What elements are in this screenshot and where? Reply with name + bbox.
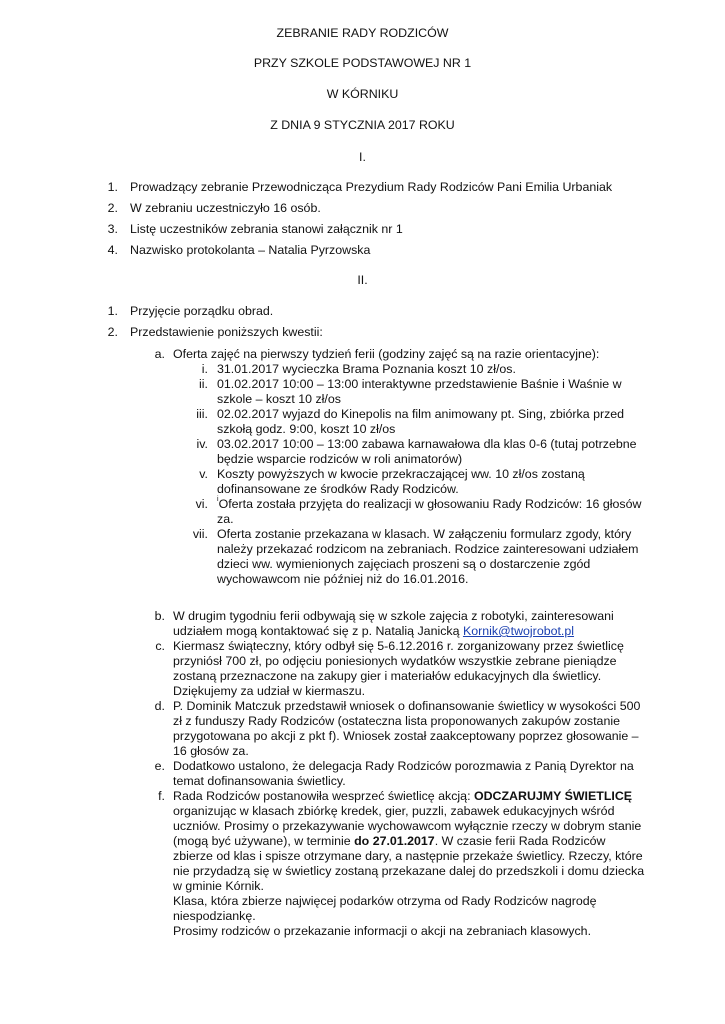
list-item-number: 1. xyxy=(107,180,118,194)
sub-item-number: iii. xyxy=(196,407,208,421)
list-item-text: Listę uczestników zebrania stanowi załącznik nr 1 xyxy=(130,222,403,236)
list-item-text: Prowadzący zebranie Przewodnicząca Prezydium Rady Rodziców Pani Emilia Urbaniak xyxy=(130,180,613,194)
section-2-heading: II. xyxy=(357,273,368,287)
item-c-text: Kiermasz świąteczny, który odbył się 5-6.12.2016 r. zorganizowany przez świetlicę przyniósł 700 zł, po odjęciu poniesionych wydatków wszystkie zebrane pieniądze zostaną przeznaczone na zakupy gier i materiałów edukacyjnych dla świetlicy. Dziękujemy za udział w kiermaszu. xyxy=(173,639,624,698)
sub-item-number: vii. xyxy=(192,527,208,541)
sub-item-number: iv. xyxy=(196,437,208,451)
sub-item-number: vi. xyxy=(195,497,208,511)
list-item-number: 1. xyxy=(107,304,118,318)
sub-item-text: 03.02.2017 10:00 – 13:00 zabawa karnawałowa dla klas 0-6 (tutaj potrzebne będzie wsparcie rodziców w roli animatorów) xyxy=(217,437,637,466)
sub-item-number: v. xyxy=(199,467,208,481)
list-item-text: Przedstawienie poniższych kwestii: xyxy=(130,325,323,339)
item-e-text: Dodatkowo ustalono, że delegacja Rady Rodziców porozmawia z Panią Dyrektor na temat dofinansowania świetlicy. xyxy=(173,759,634,788)
item-d-letter: d. xyxy=(154,699,165,713)
header-school: PRZY SZKOLE PODSTAWOWEJ NR 1 xyxy=(253,56,472,70)
deadline-date: do 27.01.2017 xyxy=(354,834,435,848)
campaign-name: ODCZARUJMY ŚWIETLICĘ xyxy=(473,789,633,803)
list-item-number: 2. xyxy=(107,201,118,215)
sub-item-number: i. xyxy=(201,362,208,376)
list-item-text: Przyjęcie porządku obrad. xyxy=(130,304,274,318)
item-c-letter: c. xyxy=(155,639,165,653)
header-date: Z DNIA 9 STYCZNIA 2017 ROKU xyxy=(270,118,455,132)
sub-item-text: $^i$Oferta została przyjęta do realizacji w głosowaniu Rady Rodziców: 16 głosów za. xyxy=(217,496,642,526)
item-f-letter: f. xyxy=(158,789,165,803)
item-e-letter: e. xyxy=(154,759,165,773)
sub-item-number: ii. xyxy=(199,377,208,391)
sub-item-text: 31.01.2017 wycieczka Brama Poznania koszt 10 zł/os. xyxy=(217,362,516,376)
list-item-number: 4. xyxy=(107,243,118,257)
sub-item-text: 01.02.2017 10:00 – 13:00 interaktywne przedstawienie Baśnie i Waśnie w szkole – koszt 10 zł/os xyxy=(217,377,622,406)
item-b-text: W drugim tygodniu ferii odbywają się w szkole zajęcia z robotyki, zainteresowani udziałem mogą kontaktować się z p. Natalią Janicką Kornik@twojrobot.pl xyxy=(173,609,614,638)
item-a-letter: a. xyxy=(154,347,165,361)
item-f-text: Rada Rodziców postanowiła wesprzeć świetlicę akcją: ODCZARUJMY ŚWIETLICĘ organizując w klasach zbiórkę kredek, gier, puzzli, zabawek edukacyjnych wśród uczniów. Prosimy o przekazywanie wychowawcom wyłącznie rzeczy w dobrym stanie (mogą być używane), w terminie do 27.01.2017. W czasie ferii Rada Rodziców zbierze od klas i spisze otrzymane dary, a następnie przekaże świetlicy. Rzeczy, które nie przydadzą się w świetlicy zostaną przekazane dalej do przedszkoli i domu dziecka w gminie Kórnik. Klasa, która zbierze najwięcej podarków otrzyma od Rady Rodziców nagrodę niespodziankę. Prosimy rodziców o przekazanie informacji o akcji na zebraniach klasowych. xyxy=(173,789,645,938)
header-town: W KÓRNIKU xyxy=(326,87,399,101)
sub-item-text: Koszty powyższych w kwocie przekraczającej ww. 10 zł/os zostaną dofinansowane ze środków Rady Rodziców. xyxy=(217,467,585,496)
item-d-text: P. Dominik Matczuk przedstawił wniosek o dofinansowanie świetlicy w wysokości 500 zł z funduszy Rady Rodziców (ostateczna lista proponowanych zakupów zostanie przygotowana po akcji z pkt f). Wniosek został zaakceptowany poprzez głosowanie – 16 głosów za. xyxy=(173,699,641,758)
item-b-letter: b. xyxy=(154,609,165,623)
list-item-text: W zebraniu uczestniczyło 16 osób. xyxy=(130,201,321,215)
header-title: ZEBRANIE RADY RODZICÓW xyxy=(276,26,449,40)
list-item-number: 2. xyxy=(107,325,118,339)
list-item-number: 3. xyxy=(107,222,118,236)
sub-item-text: Oferta zostanie przekazana w klasach. W załączeniu formularz zgody, który należy przekazać rodzicom na zebraniach. Rodzice zainteresowani udziałem dzieci ww. wymienionych zajęciach proszeni są o dostarczenie zgód wychowawcom nie później niż do 16.01.2016. xyxy=(217,527,639,586)
section-1-heading: I. xyxy=(359,150,366,164)
sub-item-text: 02.02.2017 wyjazd do Kinepolis na film animowany pt. Sing, zbiórka przed szkołą godz. 9:00, koszt 10 zł/os xyxy=(217,407,625,436)
email-link[interactable]: Kornik@twojrobot.pl xyxy=(462,624,575,638)
list-item-text: Nazwisko protokolanta – Natalia Pyrzowska xyxy=(130,243,371,257)
footnote-mark: i xyxy=(217,496,219,503)
item-a-text: Oferta zajęć na pierwszy tydzień ferii (godziny zajęć są na razie orientacyjne): xyxy=(173,347,600,361)
